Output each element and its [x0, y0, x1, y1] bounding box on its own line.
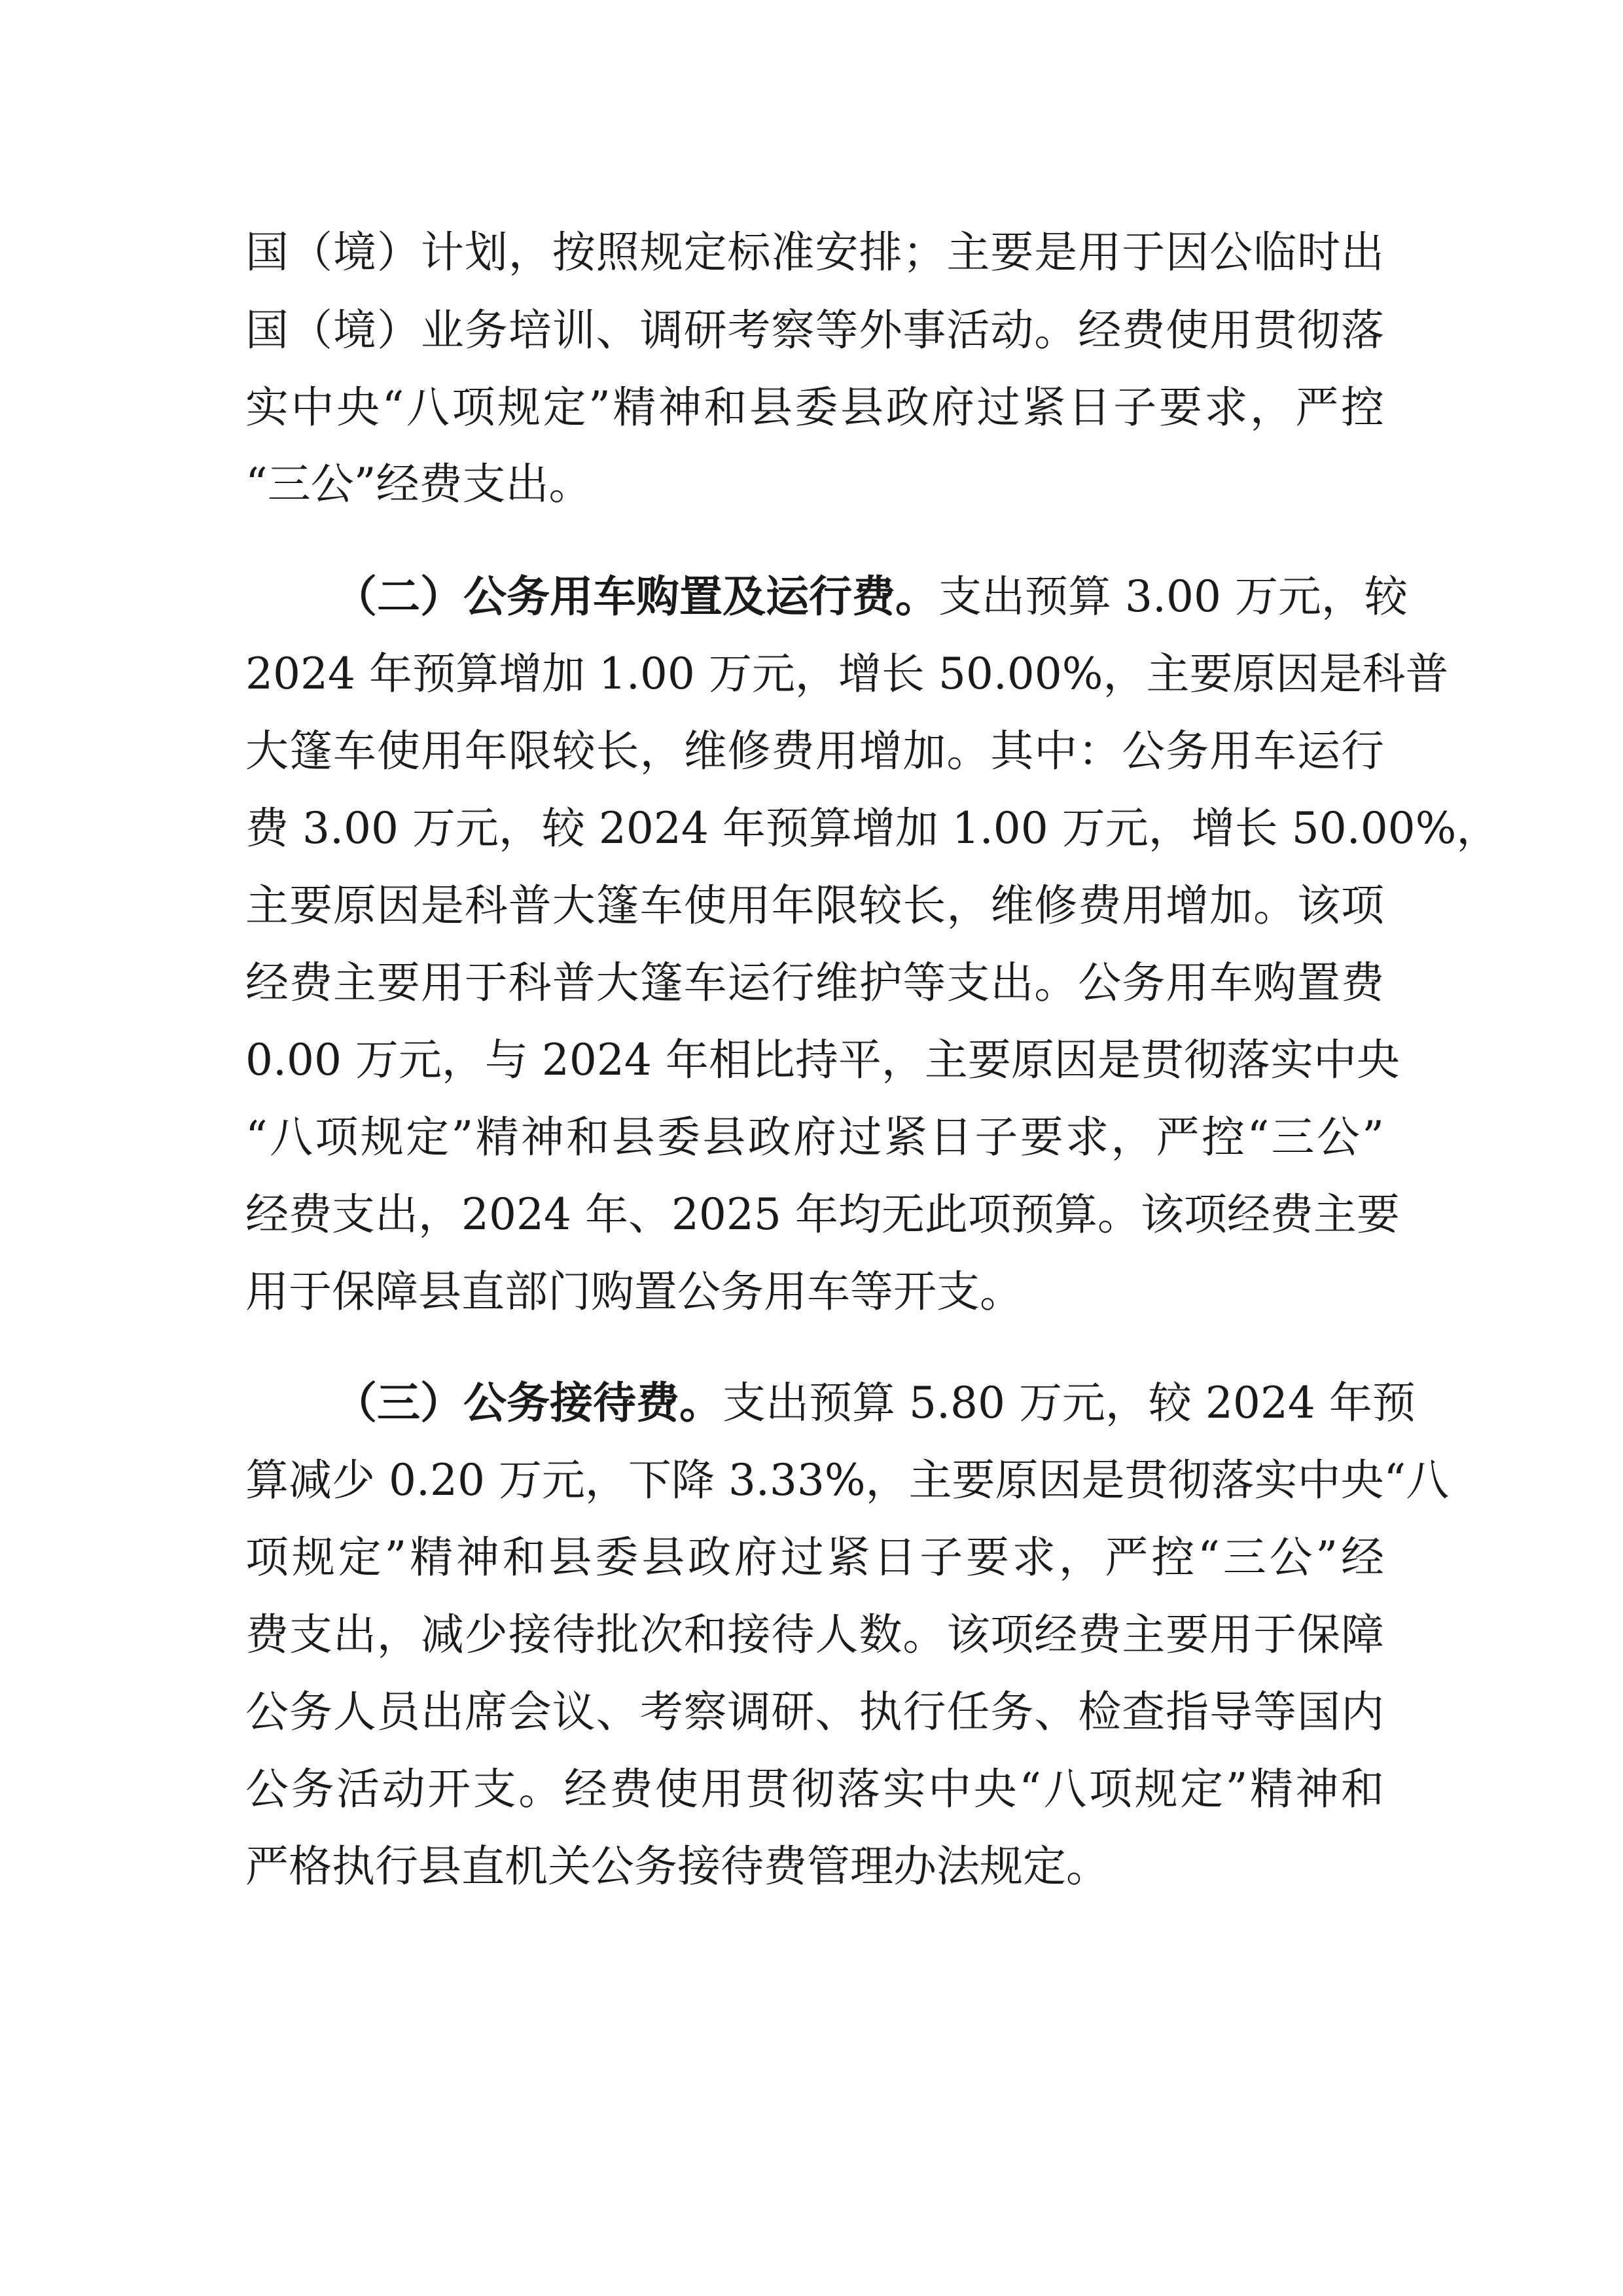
text-line: 大篷车使用年限较长，维修费用增加。其中：公务用车运行	[245, 726, 1384, 776]
section-2-first-text: 支出预算 3.00 万元，较	[938, 571, 1408, 622]
text-line: 费支出，减少接待批次和接待人数。该项经费主要用于保障	[245, 1609, 1384, 1660]
text-line: 2024 年预算增加 1.00 万元，增长 50.00%，主要原因是科普	[245, 649, 1449, 699]
section-3-heading: （三）公务接待费。	[334, 1378, 722, 1428]
text-line: 经费支出，2024 年、2025 年均无此项预算。该项经费主要	[245, 1189, 1400, 1240]
text-line: “八项规定”精神和县委县政府过紧日子要求，严控“三公”	[245, 1112, 1384, 1162]
text-line: 公务人员出席会议、考察调研、执行任务、检查指导等国内	[245, 1687, 1384, 1737]
text-line: 严格执行县直机关公务接待费管理办法规定。	[245, 1841, 1109, 1892]
text-line: 国（境）业务培训、调研考察等外事活动。经费使用贯彻落	[245, 305, 1384, 355]
section-3-first-line	[334, 1364, 1416, 1443]
text-line: “三公”经费支出。	[245, 459, 592, 509]
section-3-first-text: 支出预算 5.80 万元，较 2024 年预	[722, 1378, 1416, 1428]
text-line: 主要原因是科普大篷车使用年限较长，维修费用增加。该项	[245, 880, 1384, 931]
text-line: 项规定”精神和县委县政府过紧日子要求，严控“三公”经	[245, 1532, 1384, 1583]
text-line: 用于保障县直部门购置公务用车等开支。	[245, 1266, 1023, 1317]
text-line: 费 3.00 万元，较 2024 年预算增加 1.00 万元，增长 50.00%，	[245, 803, 1500, 853]
text-line: 0.00 万元，与 2024 年相比持平，主要原因是贯彻落实中央	[245, 1035, 1400, 1085]
text-line: 算减少 0.20 万元，下降 3.33%，主要原因是贯彻落实中央“八	[245, 1455, 1450, 1505]
text-line: 实中央“八项规定”精神和县委县政府过紧日子要求，严控	[245, 382, 1384, 433]
section-2-first-line	[334, 558, 1408, 636]
text-line: 公务活动开支。经费使用贯彻落实中央“八项规定”精神和	[245, 1764, 1384, 1814]
text-line: 经费主要用于科普大篷车运行维护等支出。公务用车购置费	[245, 958, 1384, 1008]
text-line: 国（境）计划，按照规定标准安排；主要是用于因公临时出	[245, 227, 1384, 278]
section-2-heading: （二）公务用车购置及运行费。	[334, 571, 938, 622]
